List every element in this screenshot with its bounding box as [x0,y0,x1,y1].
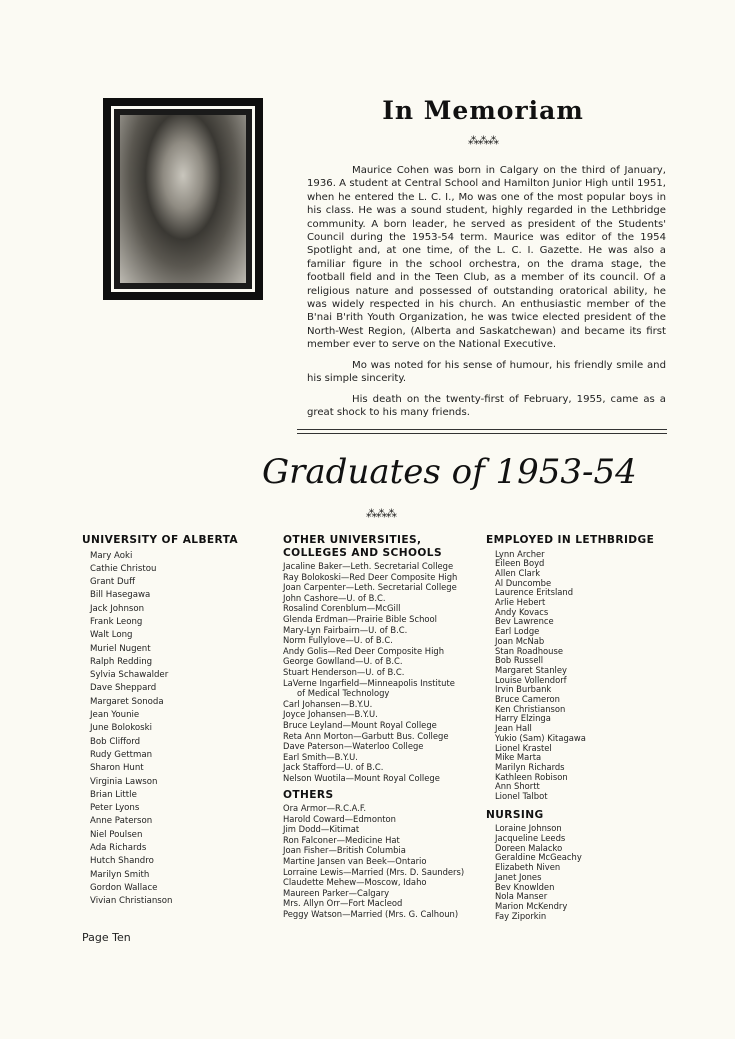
memoriam-ornament: ⁂⁂⁂ [468,134,498,147]
graduate-entry: Bruce Cameron [495,694,560,705]
graduate-entry: Ada Richards [90,843,147,854]
graduate-entry: Earl Lodge [495,626,540,637]
graduate-entry: Jacqueline Leeds [495,832,566,843]
graduate-entry: Ken Christianson [495,703,566,714]
memoriam-paragraph: Mo was noted for his sense of humour, his friendly smile and his simple sincerity. [307,359,666,385]
graduate-entry: Mrs. Allyn Orr—Fort Macleod [283,898,403,909]
graduate-entry: Allen Clark [495,567,541,578]
graduate-entry: Jean Younie [90,710,140,721]
section-heading: OTHERS [283,789,334,802]
graduate-entry: Louise Vollendorf [495,674,567,685]
graduate-entry: Cathie Christou [90,563,157,574]
divider-rule [297,433,667,434]
section-heading: OTHER UNIVERSITIES, [283,534,422,546]
graduate-entry: Glenda Erdman—Prairie Bible School [283,613,437,624]
portrait-photo [120,115,246,283]
graduate-entry: Bob Russell [495,655,544,666]
graduate-entry: Andy Kovacs [495,606,549,617]
other-universities-column [283,534,464,920]
graduate-entry: Harry Elzinga [495,713,551,724]
graduate-entry: Eileen Boyd [495,558,545,569]
graduate-entry: Doreen Malacko [495,842,563,853]
graduate-entry: Carl Johansen—B.Y.U. [283,698,373,709]
graduate-entry: John Cashore—U. of B.C. [283,592,386,603]
graduate-entry: Ann Shortt [495,781,540,792]
graduates-ornament: ⁂⁂⁂ [366,507,396,520]
graduate-entry: Stan Roadhouse [495,645,563,656]
graduate-entry: Jack Stafford—U. of B.C. [283,762,384,773]
graduate-entry: Lynn Archer [495,548,545,559]
graduate-entry: Elizabeth Niven [495,862,561,873]
graduate-entry: Laurence Eritsland [495,587,574,598]
memoriam-paragraph: His death on the twenty-first of February, 1955, came as a great shock to his many friends. [307,393,666,418]
memorial-portrait-frame [103,98,263,300]
graduate-entry: Bruce Leyland—Mount Royal College [283,719,437,730]
graduate-entry: Grant Duff [90,577,135,588]
graduate-entry: Earl Smith—B.Y.U. [283,751,358,762]
employed-column [486,534,654,921]
other-universities-list [283,561,464,783]
graduate-entry: Ron Falconer—Medicine Hat [283,834,400,845]
graduate-entry: Harold Coward—Edmonton [283,813,396,824]
graduate-entry: Bob Clifford [90,736,141,747]
memoriam-title: In Memoriam [382,96,584,125]
graduate-entry: Dave Paterson—Waterloo College [283,741,424,752]
graduate-entry: Bev Knowlden [495,881,555,892]
graduate-entry: Brian Little [90,789,137,800]
graduate-entry: Norm Fullylove—U. of B.C. [283,635,393,646]
graduates-title: Graduates of 1953-54 [262,452,637,492]
section-heading: UNIVERSITY OF ALBERTA [82,534,239,546]
nursing-list [486,824,654,921]
graduate-entry: Jim Dodd—Kitimat [283,824,360,835]
graduate-entry: Irvin Burbank [495,684,552,695]
graduate-entry: Janet Jones [495,871,542,882]
page-number: Page Ten [82,931,131,944]
university-of-alberta-column [82,534,238,909]
graduate-entry: Nelson Wuotila—Mount Royal College [283,772,440,783]
graduate-entry: Stuart Henderson—U. of B.C. [283,666,405,677]
graduate-entry: LaVerne Ingarfield—Minneapolis Institute [283,677,455,688]
graduate-entry: Jack Johnson [90,603,145,614]
graduate-entry: Maureen Parker—Calgary [283,887,390,898]
graduate-entry: Joan Fisher—British Columbia [283,845,406,856]
graduate-entry: Arlie Hebert [495,597,546,608]
graduate-entry: Peter Lyons [90,803,140,814]
graduate-entry: Margaret Stanley [495,664,567,675]
graduate-entry: Jacaline Baker—Leth. Secretarial College [283,561,454,571]
graduate-entry: Sylvia Schawalder [90,670,169,681]
graduate-entry: Claudette Mehew—Moscow, Idaho [283,877,427,888]
graduate-entry: Joan McNab [495,635,545,646]
graduate-entry: Hutch Shandro [90,856,154,867]
graduate-entry: Mary Aoki [90,550,133,561]
graduate-entry: Gordon Wallace [90,882,158,893]
portrait-mat [111,106,255,292]
graduate-entry: George Gowlland—U. of B.C. [283,656,403,667]
graduate-entry: Joyce Johansen—B.Y.U. [283,709,378,720]
graduate-entry: Fay Ziporkin [495,910,547,921]
graduate-entry: Marilyn Richards [495,761,565,772]
graduate-entry: Nola Manser [495,891,548,902]
graduate-entry: Lionel Talbot [495,791,548,802]
graduate-entry: Lorraine Lewis—Married (Mrs. D. Saunders) [283,866,465,877]
graduate-entry: Mike Marta [495,752,542,763]
graduate-entry: Andy Golis—Red Deer Composite High [283,645,445,656]
graduate-entry: Rudy Gettman [90,749,153,760]
graduate-entry: Kathleen Robison [495,771,568,782]
graduate-entry: Marilyn Smith [90,869,150,880]
graduate-entry: Bev Lawrence [495,616,554,627]
graduate-entry: Niel Poulsen [90,829,143,840]
graduate-entry: Rosalind Corenblum—McGill [283,603,401,614]
graduate-entry: Loraine Johnson [495,823,562,834]
memoriam-text [307,164,666,426]
graduate-entry: Marion McKendry [495,900,568,911]
graduate-entry: Ralph Redding [90,656,153,667]
divider-rule [297,429,667,430]
graduate-entry: Peggy Watson—Married (Mrs. G. Calhoun) [283,908,459,919]
memoriam-paragraph: Maurice Cohen was born in Calgary on the third of January, 1936. A student at Central School and Hamilton Junior High until 1951, when he entered the L. C. I., Mo was one of the most popular boys in his class. He was a sound student, highly regarded in the Lethbridge community. A born leader, he served as president of the Students' Council during the 1953-54 term. Maurice was editor of the 1954 Spotlight and, at one time, of the L. C. I. Gazette. He was also a familiar figure in the school orchestra, on the drama stage, the football field and in the Teen Club, as a member of its council. Of a religious nature and possessed of outstanding oratorical ability, he was widely respected in his church. An enthusiastic member of the B'nai B'rith Youth Organization, he was twice elected president of the North-West Region, (Alberta and Saskatchewan) and became its first member ever to serve on the National Executive. [307,165,666,351]
graduate-entry: Virginia Lawson [90,776,158,787]
graduate-entry: Frank Leong [90,616,143,627]
graduate-entry: Sharon Hunt [90,763,144,774]
graduate-entry: Margaret Sonoda [90,696,164,707]
graduate-entry: Al Duncombe [495,577,552,588]
section-heading: NURSING [486,808,544,821]
graduate-entry: Ray Bolokoski—Red Deer Composite High [283,571,458,582]
graduate-entry: Reta Ann Morton—Garbutt Bus. College [283,730,449,741]
graduate-entry: Vivian Christianson [90,896,173,907]
graduate-entry: Geraldine McGeachy [495,852,582,863]
others-list [283,803,464,920]
graduate-entry: Anne Paterson [90,816,153,827]
section-heading: COLLEGES AND SCHOOLS [283,546,442,559]
graduate-entry: Bill Hasegawa [90,590,151,601]
graduate-entry: Joan Carpenter—Leth. Secretarial College [283,582,457,593]
graduate-entry: Walt Long [90,630,133,641]
graduate-entry: Lionel Krastel [495,742,552,753]
graduate-entry: Dave Sheppard [90,683,157,694]
graduate-entry: Martine Jansen van Beek—Ontario [283,855,427,866]
graduate-entry: of Medical Technology [297,688,390,699]
section-heading: EMPLOYED IN LETHBRIDGE [486,534,655,546]
ua-graduate-list [82,550,238,909]
graduate-entry: Muriel Nugent [90,643,151,654]
employed-list [486,550,654,802]
graduate-entry: Yukio (Sam) Kitagawa [495,732,586,743]
graduate-entry: June Bolokoski [90,723,153,734]
graduate-entry: Jean Hall [495,723,532,734]
graduate-entry: Ora Armor—R.C.A.F. [283,802,367,813]
graduate-entry: Mary-Lyn Fairbairn—U. of B.C. [283,624,408,635]
